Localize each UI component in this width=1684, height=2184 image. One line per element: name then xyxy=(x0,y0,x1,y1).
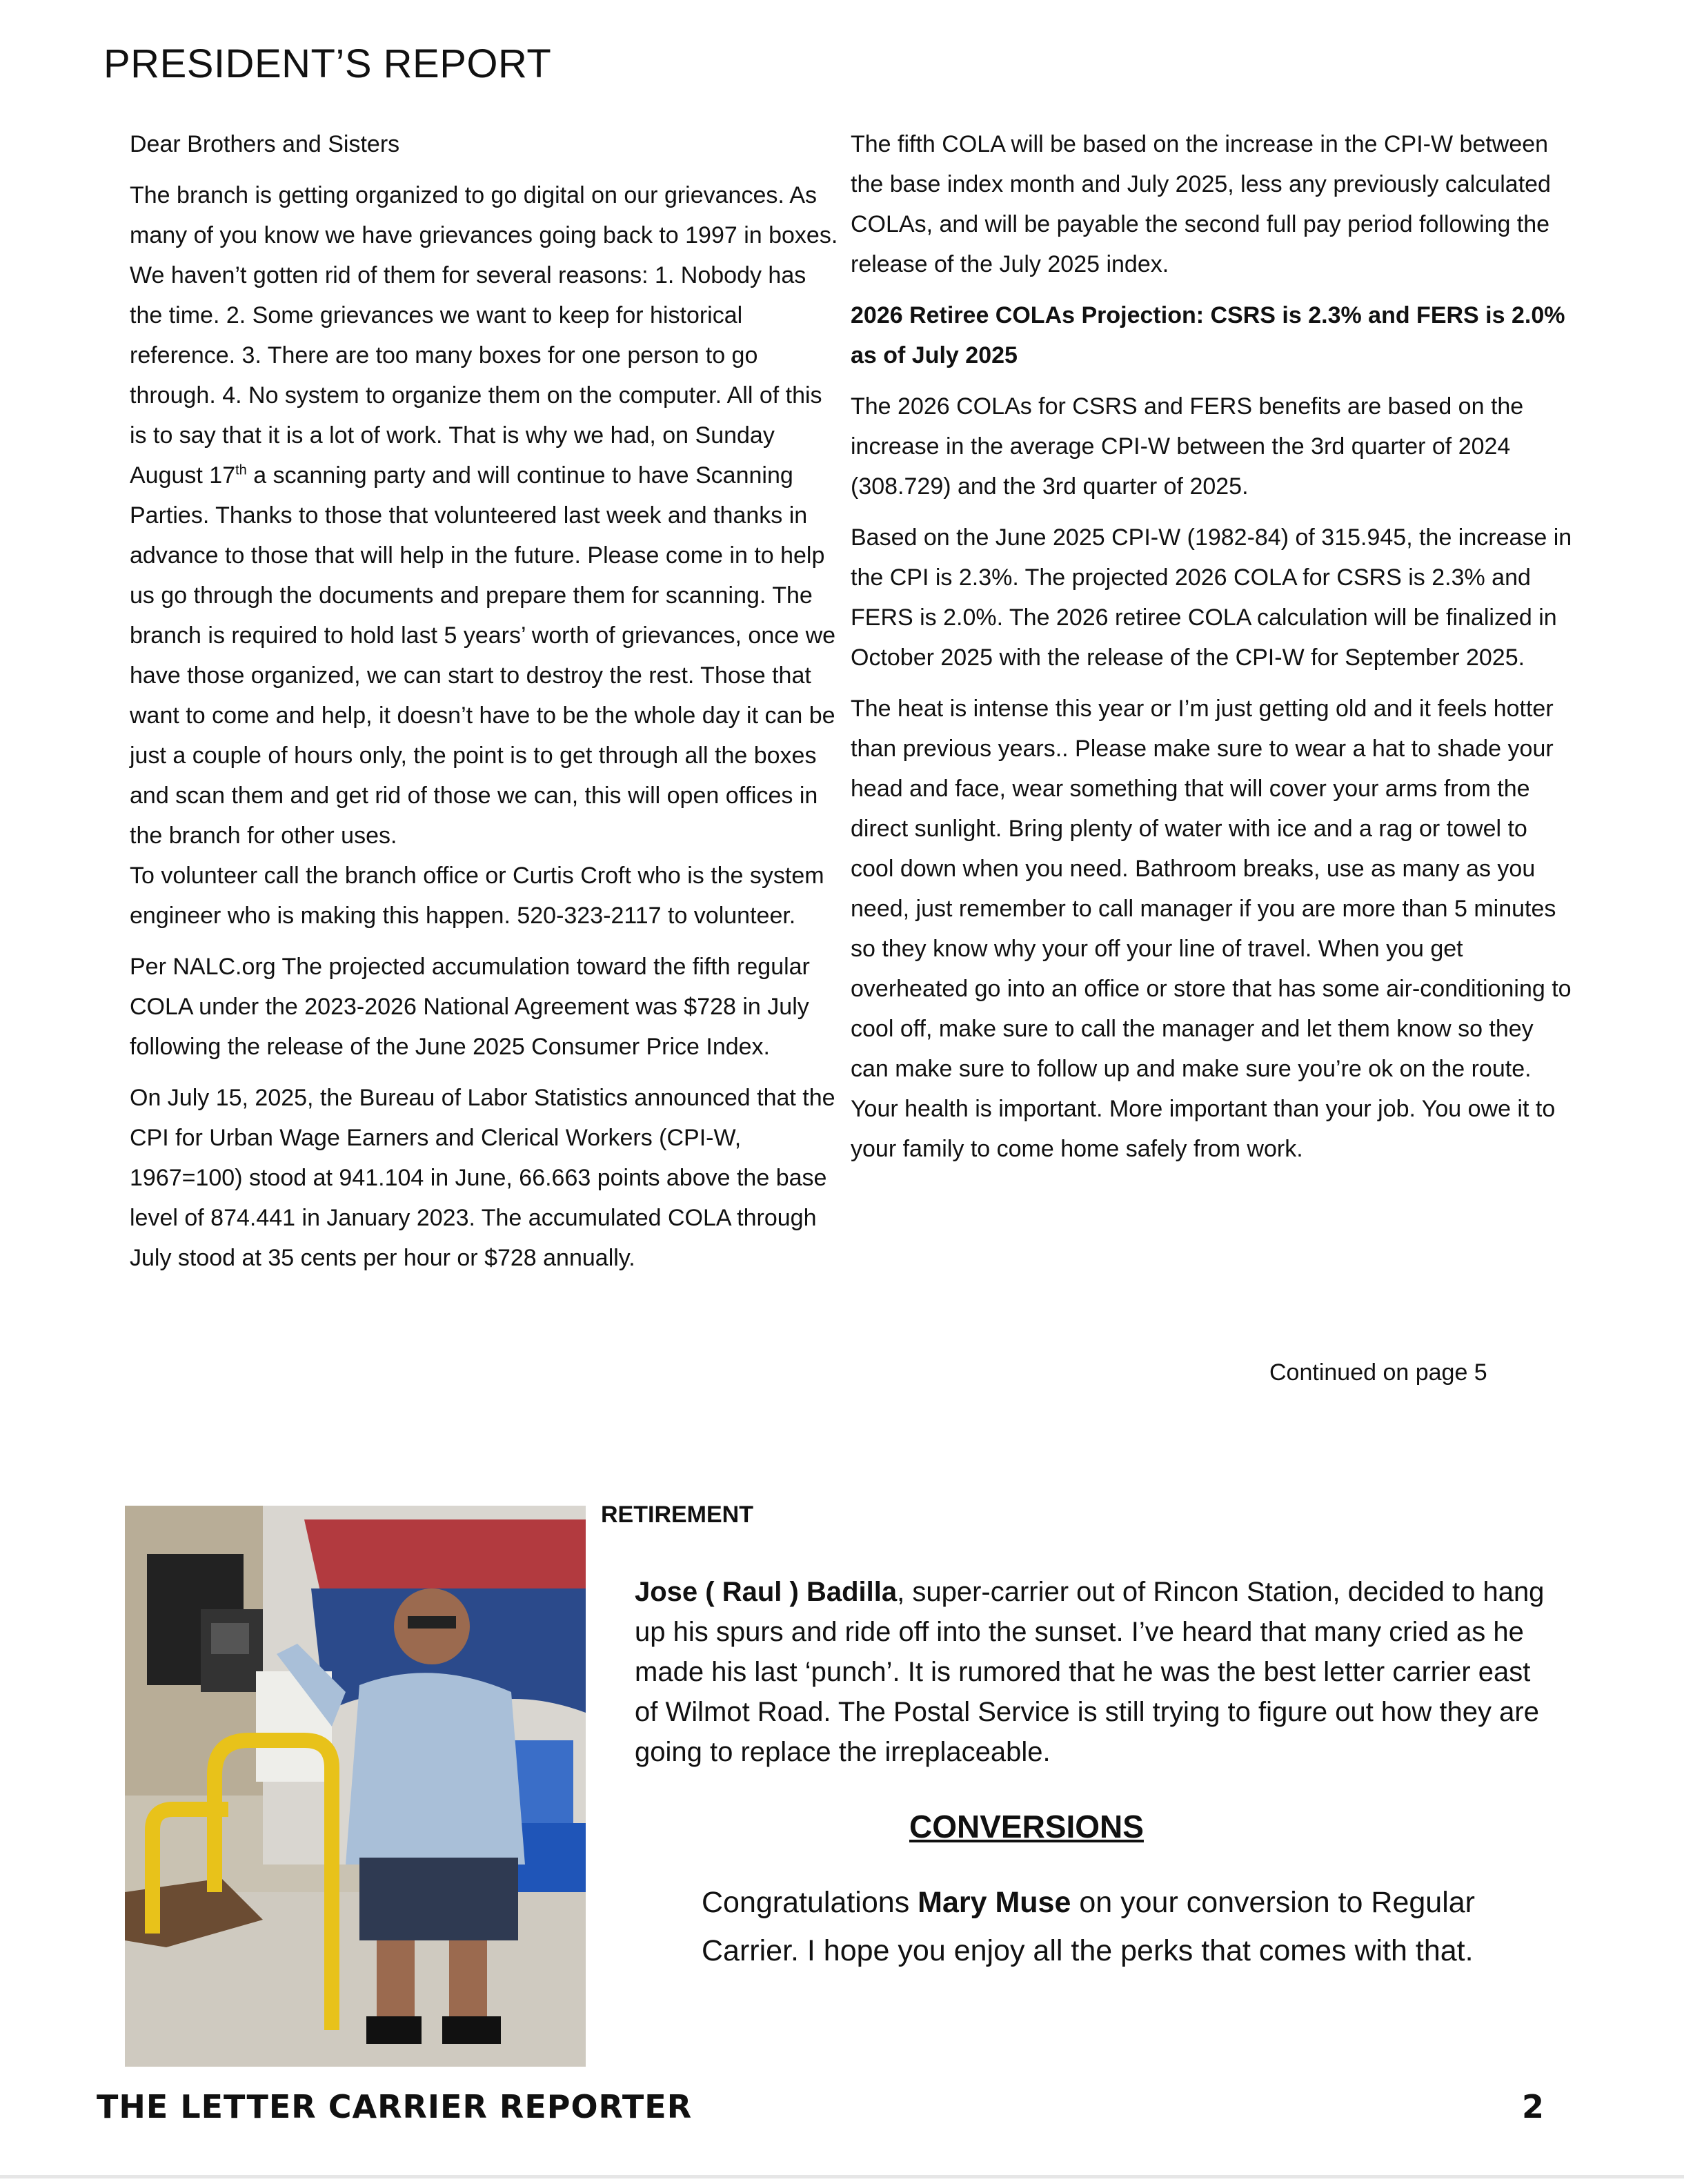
continued-note: Continued on page 5 xyxy=(1269,1359,1487,1386)
volunteer-text: To volunteer call the branch office or Curtis Croft who is the system engineer who is making this happen. 520-323-2117 to volunteer. xyxy=(130,863,824,929)
conversions-text-a: Congratulations xyxy=(702,1886,918,1919)
cola-accumulation-paragraph: Per NALC.org The projected accumulation toward the fifth regular COLA under the 2023-2026 National Agreement was $728 in July following the release of the June 2025 Consumer Price Index. xyxy=(130,954,810,1060)
left-column xyxy=(130,124,844,1289)
heat-safety-paragraph: The heat is intense this year or I’m just getting old and it feels hotter than previous years.. Please make sure to wear a hat to shade your head and face, wear something that will cover your arms from the direct sunlight. Bring plenty of water with ice and a rag or towel to cool down when you need. Bathroom breaks, use as many as you need, just remember to call manager if you are more than 5 minutes so they know why your off your line of travel. When you get overheated go into an office or store that has some air-conditioning to cool off, make sure to call the manager and let them know so they can make sure to follow up and make sure you’re ok on the route. Your health is important. More important than your job. You owe it to your family to come home safely from work. xyxy=(851,696,1572,1162)
cpi-projection-paragraph: Based on the June 2025 CPI-W (1982-84) of 315.945, the increase in the CPI is 2.3%. The projected 2026 COLA for CSRS is 2.3% and FERS is 2.0%. The 2026 retiree COLA calculation will be finalized in October 2025 with the release of the CPI-W for September 2025. xyxy=(851,524,1572,671)
conversions-text xyxy=(702,1878,1536,1975)
page-number: 2 xyxy=(1522,2088,1545,2125)
retiree-photo xyxy=(125,1506,586,2067)
publication-name: THE LETTER CARRIER REPORTER xyxy=(97,2088,693,2125)
retirement-text xyxy=(635,1572,1559,1772)
converted-carrier-name: Mary Muse xyxy=(918,1886,1071,1919)
page-title: PRESIDENT’S REPORT xyxy=(103,41,552,86)
scanning-text-b: a scanning party and will continue to have Scanning Parties. Thanks to those that volunteered last week and thanks in advance to those that will help in the future. Please come in to help us go through the documents and prepare them for scanning. The branch is required to hold last 5 years’ worth of grievances, once we have those organized, we can start to destroy the rest. Those that want to come and help, it doesn’t have to be the whole day it can be just a couple of hours only, the point is to get through all the boxes and scan them and get rid of those we can, this will open offices in the branch for other uses. xyxy=(130,462,836,849)
salutation: Dear Brothers and Sisters xyxy=(130,131,400,157)
retiree-cola-paragraph: The 2026 COLAs for CSRS and FERS benefits are based on the increase in the average CPI-W between the 3rd quarter of 2024 (308.729) and the 3rd quarter of 2025. xyxy=(851,393,1524,500)
ordinal-suffix: th xyxy=(235,462,247,478)
conversions-text-b: on your conversion to Regular Carrier. I hope you enjoy all the perks that comes with that. xyxy=(702,1886,1475,1967)
conversions-heading: CONVERSIONS xyxy=(909,1809,1144,1844)
right-column xyxy=(851,124,1575,1180)
retiree-name: Jose ( Raul ) Badilla xyxy=(635,1577,898,1607)
bls-paragraph: On July 15, 2025, the Bureau of Labor Statistics announced that the CPI for Urban Wage Earners and Clerical Workers (CPI-W, 1967=100) stood at 941.104 in June, 66.663 points above the base level of 874.441 in January 2023. The accumulated COLA through July stood at 35 cents per hour or $728 annually. xyxy=(130,1085,835,1271)
scanning-text-a: The branch is getting organized to go digital on our grievances. As many of you know we have grievances going back to 1997 in boxes. We haven’t gotten rid of them for several reasons: 1. Nobody has the time. 2. Some grievances we want to keep for historical reference. 3. There are too many boxes for one person to go through. 4. No system to organize them on the computer. All of this is to say that it is a lot of work. That is why we had, on Sunday August 17 xyxy=(130,182,838,489)
footer-divider xyxy=(0,2175,1684,2178)
scanning-paragraph xyxy=(130,175,844,936)
fifth-cola-paragraph: The fifth COLA will be based on the increase in the CPI-W between the base index month and July 2025, less any previously calculated COLAs, and will be payable the second full pay period following the release of the July 2025 index. xyxy=(851,131,1551,277)
retiree-cola-heading: 2026 Retiree COLAs Projection: CSRS is 2.3% and FERS is 2.0% as of July 2025 xyxy=(851,302,1565,368)
retirement-body: , super-carrier out of Rincon Station, decided to hang up his spurs and ride off into the sunset. I’ve heard that many cried as he made his last ‘punch’. It is rumored that he was the best letter carrier east of Wilmot Road. The Postal Service is still trying to figure out how they are going to replace the irreplaceable. xyxy=(635,1577,1545,1767)
retirement-heading: RETIREMENT xyxy=(601,1502,753,1528)
